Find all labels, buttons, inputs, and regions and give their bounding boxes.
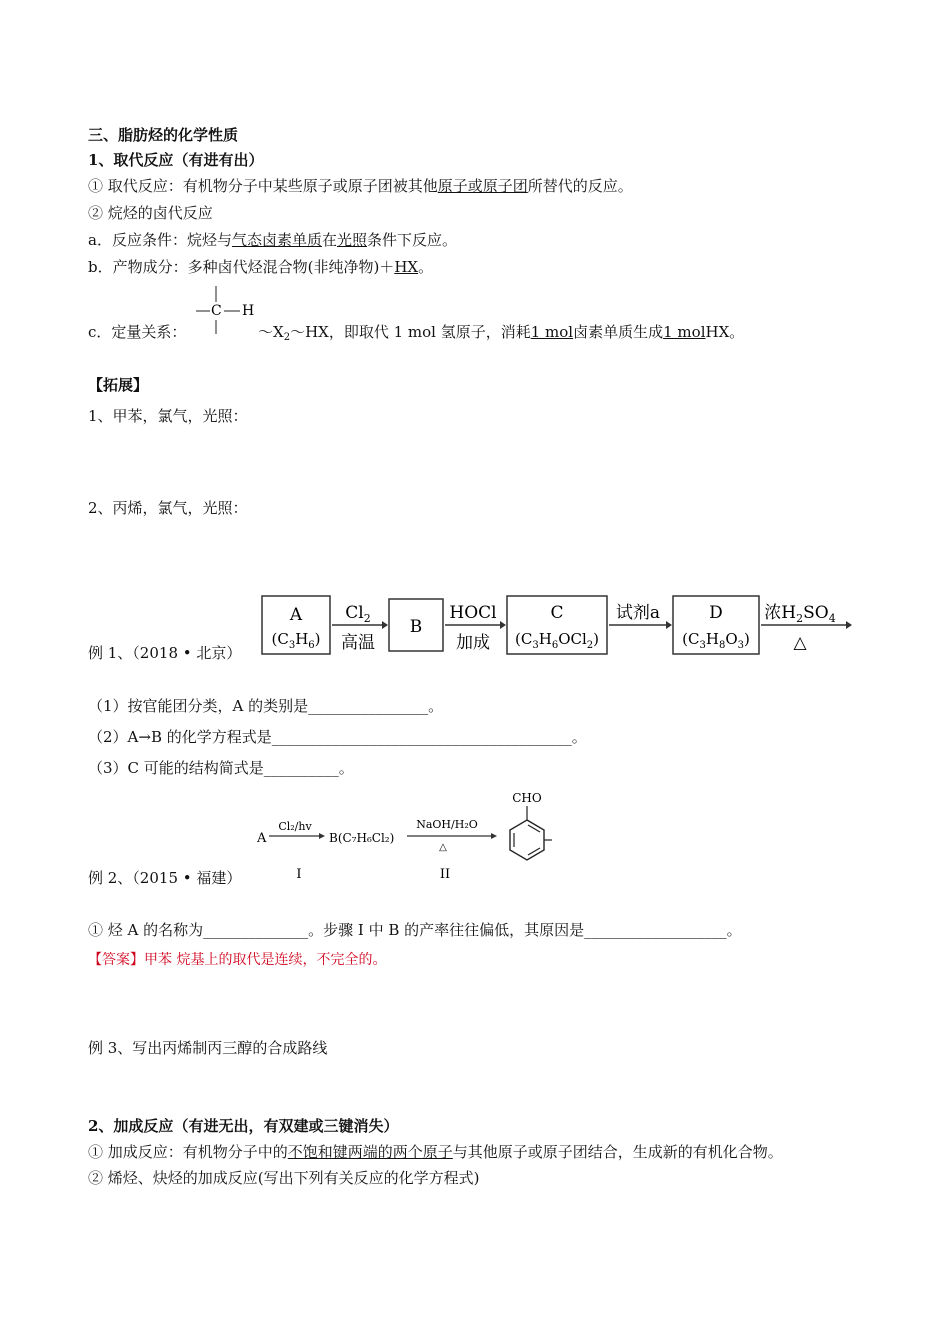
box-a-formula: $(C_3H_6)$: [271, 630, 321, 651]
arrow-1-head: [382, 621, 388, 629]
arrow-3-reagent: 试剂a: [615, 603, 661, 623]
arrow-ii-head: [491, 833, 497, 839]
arrow-4-head: [846, 621, 852, 629]
arrow-1-condition: 高温: [341, 633, 375, 653]
arrow-1-reagent: $Cl_2$: [345, 603, 371, 625]
box-c-formula: $(C_3H_6OCl_2)$: [515, 630, 599, 651]
benzene-ring: [510, 820, 544, 860]
arrow-ii-reagent: NaOH/H₂O: [416, 818, 478, 831]
example-2-flow-diagram: [255, 788, 575, 888]
step-ii-label: II: [439, 867, 451, 882]
reaction-conditions: a．反应条件：烷烃与气态卤素单质在光照条件下反应。: [88, 231, 458, 249]
step-i-label: I: [296, 867, 302, 882]
quantitative-relation-text: $\sim X_2\sim HX$，即取代 1 mol 氢原子，消耗1 mol卤素单质生成1 molHX。: [258, 323, 745, 343]
box-d-name: D: [709, 603, 723, 623]
arrow-ii-condition: △: [439, 842, 447, 853]
alkene-alkyne-addition-heading: ② 烯烃、炔烃的加成反应(写出下列有关反应的化学方程式): [88, 1169, 480, 1187]
arrow-2-condition: 加成: [456, 633, 490, 653]
arrow-4-condition: △: [793, 633, 807, 653]
example-3-label: 例 3、写出丙烯制丙三醇的合成路线: [88, 1039, 328, 1057]
hydrogen-atom: H: [242, 303, 255, 319]
carbon-atom: C: [211, 303, 222, 319]
arrow-i-head: [319, 833, 325, 839]
arrow-2-reagent: HOCl: [449, 603, 497, 623]
quantitative-relation-label: c．定量关系：: [88, 323, 187, 341]
example-1-label: 例 1、（2018 • 北京）: [88, 644, 242, 662]
substitution-definition: ① 取代反应：有机物分子中某些原子或原子团被其他原子或原子团所替代的反应。: [88, 177, 633, 195]
box-c-name: C: [550, 603, 564, 623]
example-1-question-1: （1）按官能团分类，A 的类别是________________。: [88, 697, 444, 715]
extension-title: 【拓展】: [88, 376, 149, 394]
example-2-answer: 【答案】甲苯 烷基上的取代是连续，不完全的。: [88, 952, 387, 968]
subsection-title-substitution: 1、取代反应（有进有出）: [88, 151, 264, 169]
example-2-label: 例 2、（2015 • 福建）: [88, 869, 242, 887]
arrow-2-head: [500, 621, 506, 629]
section-title: 三、脂肪烃的化学性质: [88, 126, 239, 144]
box-d-formula: $(C_3H_8O_3)$: [682, 630, 750, 651]
arrow-4-reagent: 浓$H_2SO_4$: [764, 603, 836, 625]
intermediate-b: B(C₇H₆Cl₂): [329, 831, 395, 845]
example-1-flow-diagram: [258, 588, 858, 664]
extension-question-1: 1、甲苯，氯气，光照：: [88, 407, 248, 425]
product-composition: b．产物成分：多种卤代烃混合物(非纯净物)＋HX。: [88, 258, 434, 276]
example-2-question: ① 烃 A 的名称为______________。步骤 I 中 B 的产率往往偏低，其原因是___________________。: [88, 921, 742, 939]
alkane-halogenation-heading: ② 烷烃的卤代反应: [88, 204, 213, 222]
extension-question-2: 2、丙烯，氯气，光照：: [88, 499, 248, 517]
box-b-name: B: [409, 617, 423, 637]
arrow-3-head: [666, 621, 672, 629]
box-a-name: A: [289, 605, 303, 625]
cho-group: CHO: [512, 791, 542, 805]
addition-definition: ① 加成反应：有机物分子中的不饱和键两端的两个原子与其他原子或原子团结合，生成新的有机化合物。: [88, 1143, 783, 1161]
subsection-title-addition: 2、加成反应（有进无出，有双建或三键消失）: [88, 1117, 399, 1135]
reactant-a: A: [257, 831, 267, 846]
example-1-question-3: （3）C 可能的结构简式是__________。: [88, 759, 354, 777]
arrow-i-reagent: Cl₂/hv: [278, 820, 312, 833]
example-1-question-2: （2）A→B 的化学方程式是________________________________________。: [88, 728, 587, 746]
